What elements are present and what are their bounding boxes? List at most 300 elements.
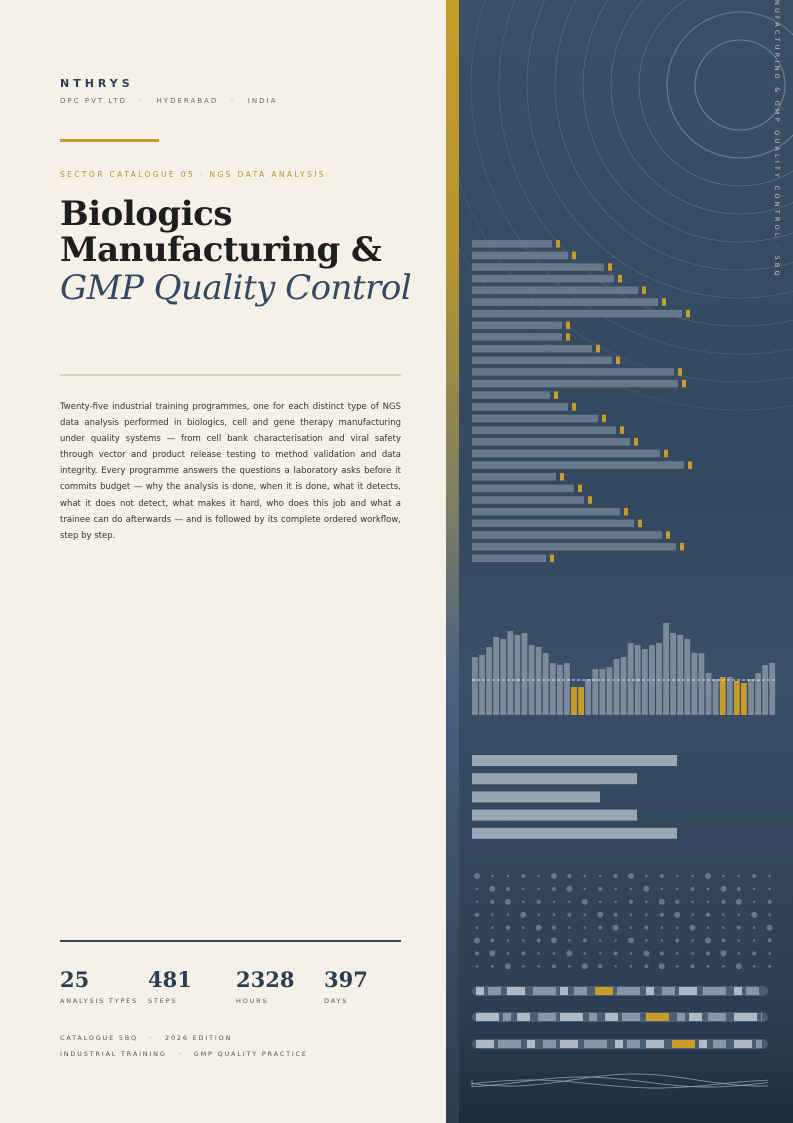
bar-tick-decoration (572, 403, 576, 411)
histogram-bar (493, 637, 499, 715)
dot-decoration (753, 888, 756, 891)
bar-decoration (472, 368, 674, 376)
dot-decoration (475, 913, 479, 917)
dot-decoration (474, 938, 480, 944)
segment-decoration (543, 1040, 556, 1048)
segment-decoration (589, 1013, 597, 1021)
bar-decoration (472, 531, 662, 539)
segment-decoration (617, 987, 640, 995)
segment-decoration (734, 987, 742, 995)
bar-tick-decoration (686, 310, 690, 318)
dot-decoration (522, 926, 525, 929)
dot-decoration (691, 964, 695, 968)
dot-decoration (738, 952, 741, 955)
dot-decoration (568, 901, 571, 904)
histogram-bar (607, 667, 613, 715)
bar-decoration (472, 391, 550, 399)
ring-decoration (695, 40, 785, 130)
bar-tick-decoration (616, 357, 620, 365)
bar-decoration (472, 461, 684, 469)
bar-tick-decoration (560, 473, 564, 481)
dot-decoration (661, 888, 664, 891)
histogram-bar (578, 687, 584, 715)
bar-tick-decoration (608, 263, 612, 271)
segment-decoration (708, 1013, 726, 1021)
dot-decoration (691, 939, 694, 942)
dot-decoration (630, 952, 633, 955)
dot-decoration (628, 938, 634, 944)
dot-decoration (643, 886, 649, 892)
histogram-bar (720, 677, 726, 715)
bar-decoration (472, 380, 678, 388)
segment-decoration (476, 987, 484, 995)
dot-decoration (753, 901, 756, 904)
dot-decoration (691, 901, 694, 904)
segment-decoration (679, 987, 697, 995)
segment-decoration (746, 987, 759, 995)
bar-tick-decoration (566, 322, 570, 330)
histogram-bar (628, 643, 634, 715)
dot-decoration (736, 899, 742, 905)
histogram-bar (727, 677, 733, 715)
dot-decoration (522, 965, 525, 968)
dot-decoration (706, 913, 710, 917)
segment-decoration (703, 987, 726, 995)
dot-decoration (676, 926, 679, 929)
dot-decoration (536, 925, 542, 931)
bar-decoration (472, 357, 612, 365)
histogram-bar (734, 681, 740, 715)
histogram-bar (479, 655, 485, 715)
bar-decoration (472, 450, 660, 458)
segment-decoration (498, 1040, 521, 1048)
bar-tick-decoration (556, 240, 560, 248)
dot-decoration (659, 963, 665, 969)
segment-decoration (560, 1040, 578, 1048)
stat-days (324, 967, 368, 1005)
gold-divider (60, 139, 159, 142)
dot-decoration (614, 888, 617, 891)
dot-decoration (630, 926, 633, 929)
dot-decoration (736, 963, 742, 969)
dot-decoration (614, 951, 618, 955)
bar-decoration (472, 298, 658, 306)
dot-decoration (566, 950, 572, 956)
dot-decoration (476, 926, 479, 929)
dot-decoration (506, 887, 510, 891)
dot-decoration (737, 926, 741, 930)
brand-name: NTHRYS (60, 77, 134, 90)
stat-label: STEPS (148, 997, 178, 1005)
dot-decoration (660, 951, 664, 955)
dot-decoration (582, 963, 588, 969)
bar-tick-decoration (682, 380, 686, 388)
histogram-bar (670, 633, 676, 715)
dot-decoration (768, 913, 771, 916)
dot-decoration (751, 912, 757, 918)
dot-decoration (645, 939, 648, 942)
dot-decoration (738, 875, 741, 878)
dot-decoration (643, 950, 649, 956)
histogram-bar (514, 635, 520, 715)
histogram-bar (741, 683, 747, 715)
dot-decoration (537, 965, 540, 968)
bar-decoration (472, 438, 630, 446)
segment-decoration (488, 987, 501, 995)
bar-tick-decoration (638, 520, 642, 528)
bar-tick-decoration (662, 298, 666, 306)
dot-decoration (691, 952, 694, 955)
segment-decoration (595, 987, 613, 995)
dot-decoration (674, 912, 680, 918)
segment-decoration (507, 987, 525, 995)
dot-decoration (507, 875, 510, 878)
ring-decoration (639, 0, 793, 186)
dot-decoration (630, 888, 633, 891)
dot-decoration (521, 874, 525, 878)
dot-decoration (537, 900, 541, 904)
dot-decoration (738, 939, 741, 942)
dot-decoration (675, 900, 679, 904)
segment-decoration (627, 1040, 640, 1048)
histogram-bar (755, 673, 761, 715)
bar-tick-decoration (602, 415, 606, 423)
stat-value: 2328 (236, 967, 295, 992)
bar-decoration (472, 252, 568, 260)
dot-decoration (551, 873, 557, 879)
histogram-bar (585, 679, 591, 715)
dot-decoration (584, 952, 587, 955)
dot-decoration (767, 925, 773, 931)
bar-tick-decoration (596, 345, 600, 353)
dot-decoration (676, 952, 679, 955)
dot-decoration (489, 950, 495, 956)
dot-decoration (598, 887, 602, 891)
dot-decoration (491, 913, 494, 916)
histogram-bar (557, 665, 563, 715)
segment-decoration (476, 1013, 499, 1021)
histogram-bar (500, 639, 506, 715)
dot-decoration (752, 951, 756, 955)
histogram-bar (564, 663, 570, 715)
bar-tick-decoration (666, 531, 670, 539)
dot-decoration (476, 888, 479, 891)
dot-decoration (691, 887, 695, 891)
dot-decoration (507, 939, 510, 942)
bar-decoration (472, 310, 682, 318)
segment-decoration (538, 1013, 556, 1021)
dot-decoration (690, 925, 696, 931)
dot-decoration (722, 965, 725, 968)
dot-decoration (566, 886, 572, 892)
dot-decoration (567, 913, 571, 917)
dot-decoration (584, 926, 587, 929)
stat-label: ANALYSIS TYPES (60, 997, 139, 1005)
histogram-bar (599, 669, 605, 715)
histogram-bar (522, 633, 528, 715)
segment-decoration (761, 1013, 762, 1021)
segment-decoration (689, 1013, 702, 1021)
dot-decoration (644, 926, 648, 930)
stat-value: 397 (324, 967, 368, 992)
segment-decoration (574, 987, 587, 995)
dot-decoration (722, 875, 725, 878)
catalogue-label: SECTOR CATALOGUE 05 · NGS DATA ANALYSIS (60, 170, 326, 179)
dot-decoration (768, 888, 771, 891)
decorative-artwork (446, 0, 793, 1123)
dot-decoration (705, 938, 711, 944)
dot-decoration (506, 926, 510, 930)
histogram-bar (543, 653, 549, 715)
bar-tick-decoration (624, 508, 628, 516)
segment-decoration (699, 1040, 707, 1048)
dot-decoration (476, 965, 479, 968)
segment-decoration (527, 1040, 535, 1048)
dot-decoration (707, 926, 710, 929)
segment-decoration (622, 1013, 640, 1021)
segment-decoration (560, 987, 568, 995)
histogram-bar (550, 663, 556, 715)
dot-decoration (753, 926, 756, 929)
bar-tick-decoration (678, 368, 682, 376)
histogram-bar (486, 647, 492, 715)
segment-decoration (646, 1013, 669, 1021)
bar-decoration (472, 240, 552, 248)
dot-decoration (645, 875, 648, 878)
description-paragraph: Twenty-five industrial training programmes, one for each distinct type of NGS data analysis performed in biologics, cell and gene therapy manufacturing under quality systems — from cell bank characterisation and viral safety through vector and product release testing to method validation and data integrity. Every programme answers the questions a laboratory asks before it commits budget — why the analysis is done, when it is done, what it detects, what it does not detect, what makes it hard, who does this job and what a trainee can do afterwards — and is followed by its complete ordered workflow, step by step. (60, 402, 401, 541)
dot-decoration (490, 900, 494, 904)
dot-decoration (720, 886, 726, 892)
summary-bar (472, 755, 677, 766)
ring-decoration (667, 12, 793, 158)
dot-decoration (599, 875, 602, 878)
dot-decoration (522, 888, 525, 891)
summary-bar (472, 828, 677, 839)
ring-decoration (611, 0, 793, 214)
histogram-bar (762, 665, 768, 715)
segment-decoration (646, 1040, 664, 1048)
dot-decoration (597, 912, 603, 918)
dot-decoration (738, 913, 741, 916)
bar-decoration (472, 415, 598, 423)
dot-decoration (676, 888, 679, 891)
stat-analysis-types (60, 967, 138, 1005)
dot-decoration (505, 963, 511, 969)
stat-label: HOURS (236, 997, 269, 1005)
histogram-bar (472, 657, 478, 715)
segment-decoration (713, 1040, 726, 1048)
bar-tick-decoration (554, 391, 558, 399)
dot-decoration (598, 964, 602, 968)
dot-decoration (553, 952, 556, 955)
bar-decoration (472, 322, 562, 330)
dot-decoration (489, 886, 495, 892)
dot-decoration (645, 901, 648, 904)
dot-decoration (614, 901, 617, 904)
histogram-bar (507, 631, 513, 715)
segment-decoration (672, 1040, 695, 1048)
dot-decoration (691, 875, 694, 878)
stat-steps (148, 967, 192, 1005)
dot-decoration (721, 900, 725, 904)
ring-decoration (555, 0, 793, 270)
bar-tick-decoration (688, 461, 692, 469)
dot-decoration (552, 964, 556, 968)
dot-decoration (505, 899, 511, 905)
dot-decoration (522, 901, 525, 904)
bar-decoration (472, 473, 556, 481)
dot-decoration (630, 965, 633, 968)
dot-decoration (522, 939, 525, 942)
bar-tick-decoration (634, 438, 638, 446)
histogram-bar (684, 639, 690, 715)
segment-decoration (615, 1040, 623, 1048)
dot-decoration (706, 951, 710, 955)
dot-decoration (476, 901, 479, 904)
dot-decoration (614, 965, 617, 968)
bar-decoration (472, 263, 604, 271)
dot-decoration (568, 926, 571, 929)
dot-decoration (720, 950, 726, 956)
histogram-bar (706, 673, 712, 715)
dot-decoration (691, 913, 694, 916)
dot-decoration (630, 913, 633, 916)
dot-decoration (551, 938, 557, 944)
brand-subtitle: OPC PVT LTD · HYDERABAD · INDIA (60, 97, 278, 105)
bar-decoration (472, 287, 638, 295)
dot-decoration (568, 939, 571, 942)
segment-decoration (646, 987, 654, 995)
dot-decoration (553, 913, 556, 916)
dot-decoration (644, 964, 648, 968)
bar-tick-decoration (588, 496, 592, 504)
dot-decoration (537, 913, 540, 916)
dot-decoration (628, 873, 634, 879)
dot-decoration (675, 939, 679, 943)
summary-bar (472, 810, 637, 821)
dot-decoration (599, 939, 602, 942)
dot-decoration (521, 951, 525, 955)
dot-decoration (737, 887, 741, 891)
dot-decoration (768, 939, 772, 943)
dot-decoration (707, 965, 710, 968)
segment-decoration (734, 1040, 752, 1048)
dot-decoration (584, 888, 587, 891)
dot-decoration (768, 952, 771, 955)
segment-decoration (605, 1013, 618, 1021)
dot-decoration (676, 875, 679, 878)
histogram-bar (713, 679, 719, 715)
bar-decoration (472, 426, 616, 434)
bar-decoration (472, 555, 546, 563)
bar-decoration (472, 508, 620, 516)
histogram-bar (769, 663, 775, 715)
bar-decoration (472, 345, 592, 353)
dot-decoration (552, 926, 556, 930)
bar-decoration (472, 275, 614, 283)
dot-decoration (598, 926, 602, 930)
dot-decoration (584, 913, 587, 916)
dot-decoration (567, 874, 571, 878)
summary-bar (472, 791, 600, 802)
dot-decoration (768, 965, 771, 968)
histogram-bar (642, 649, 648, 715)
segment-decoration (662, 987, 675, 995)
dot-decoration (568, 965, 571, 968)
dot-decoration (491, 926, 494, 929)
dot-decoration (707, 888, 710, 891)
bar-tick-decoration (566, 333, 570, 341)
histogram-bar (656, 643, 662, 715)
segment-decoration (756, 1040, 762, 1048)
bar-decoration (472, 403, 568, 411)
dot-decoration (768, 900, 772, 904)
histogram-bar (663, 623, 669, 715)
dot-decoration (705, 873, 711, 879)
dot-decoration (537, 952, 540, 955)
dot-decoration (661, 926, 664, 929)
dot-decoration (659, 899, 665, 905)
dot-decoration (614, 939, 617, 942)
histogram-bar (614, 659, 620, 715)
dot-decoration (507, 952, 510, 955)
title-divider (60, 374, 401, 376)
stat-label: DAYS (324, 997, 349, 1005)
dot-decoration (584, 875, 587, 878)
page-title: Biologics Manufacturing & (60, 194, 382, 270)
dot-decoration (491, 875, 494, 878)
dot-decoration (661, 939, 664, 942)
footer-edition: CATALOGUE 5BQ · 2026 EDITION (60, 1034, 233, 1042)
stat-hours (236, 967, 294, 1005)
dot-decoration (752, 874, 756, 878)
bar-decoration (472, 520, 634, 528)
bar-tick-decoration (620, 426, 624, 434)
dot-decoration (768, 875, 771, 878)
dot-decoration (629, 900, 633, 904)
segment-decoration (734, 1013, 757, 1021)
bar-decoration (472, 333, 562, 341)
summary-bar (472, 773, 637, 784)
histogram-bar (592, 669, 598, 715)
histogram-bar (677, 635, 683, 715)
bar-tick-decoration (550, 555, 554, 563)
histogram-bar (699, 653, 705, 715)
page-title-italic: GMP Quality Control (60, 268, 412, 308)
histogram-bar (748, 679, 754, 715)
dot-decoration (599, 901, 602, 904)
dot-decoration (676, 965, 679, 968)
bar-tick-decoration (680, 543, 684, 551)
segment-decoration (503, 1013, 511, 1021)
dot-decoration (491, 965, 494, 968)
dot-decoration (722, 913, 725, 916)
dot-decoration (613, 925, 619, 931)
dot-decoration (614, 913, 618, 917)
dot-decoration (474, 873, 480, 879)
dot-decoration (475, 951, 479, 955)
dot-decoration (520, 912, 526, 918)
dot-decoration (660, 913, 664, 917)
footer-practice: INDUSTRIAL TRAINING · GMP QUALITY PRACTICE (60, 1050, 308, 1058)
bar-tick-decoration (618, 275, 622, 283)
stats-divider (60, 940, 401, 942)
segment-decoration (533, 987, 556, 995)
vertical-caption: NUFACTURING & GMP QUALITY CONTROL · 5BQ (773, 0, 781, 279)
segment-decoration (517, 1013, 530, 1021)
segment-decoration (560, 1013, 583, 1021)
dot-decoration (614, 874, 618, 878)
